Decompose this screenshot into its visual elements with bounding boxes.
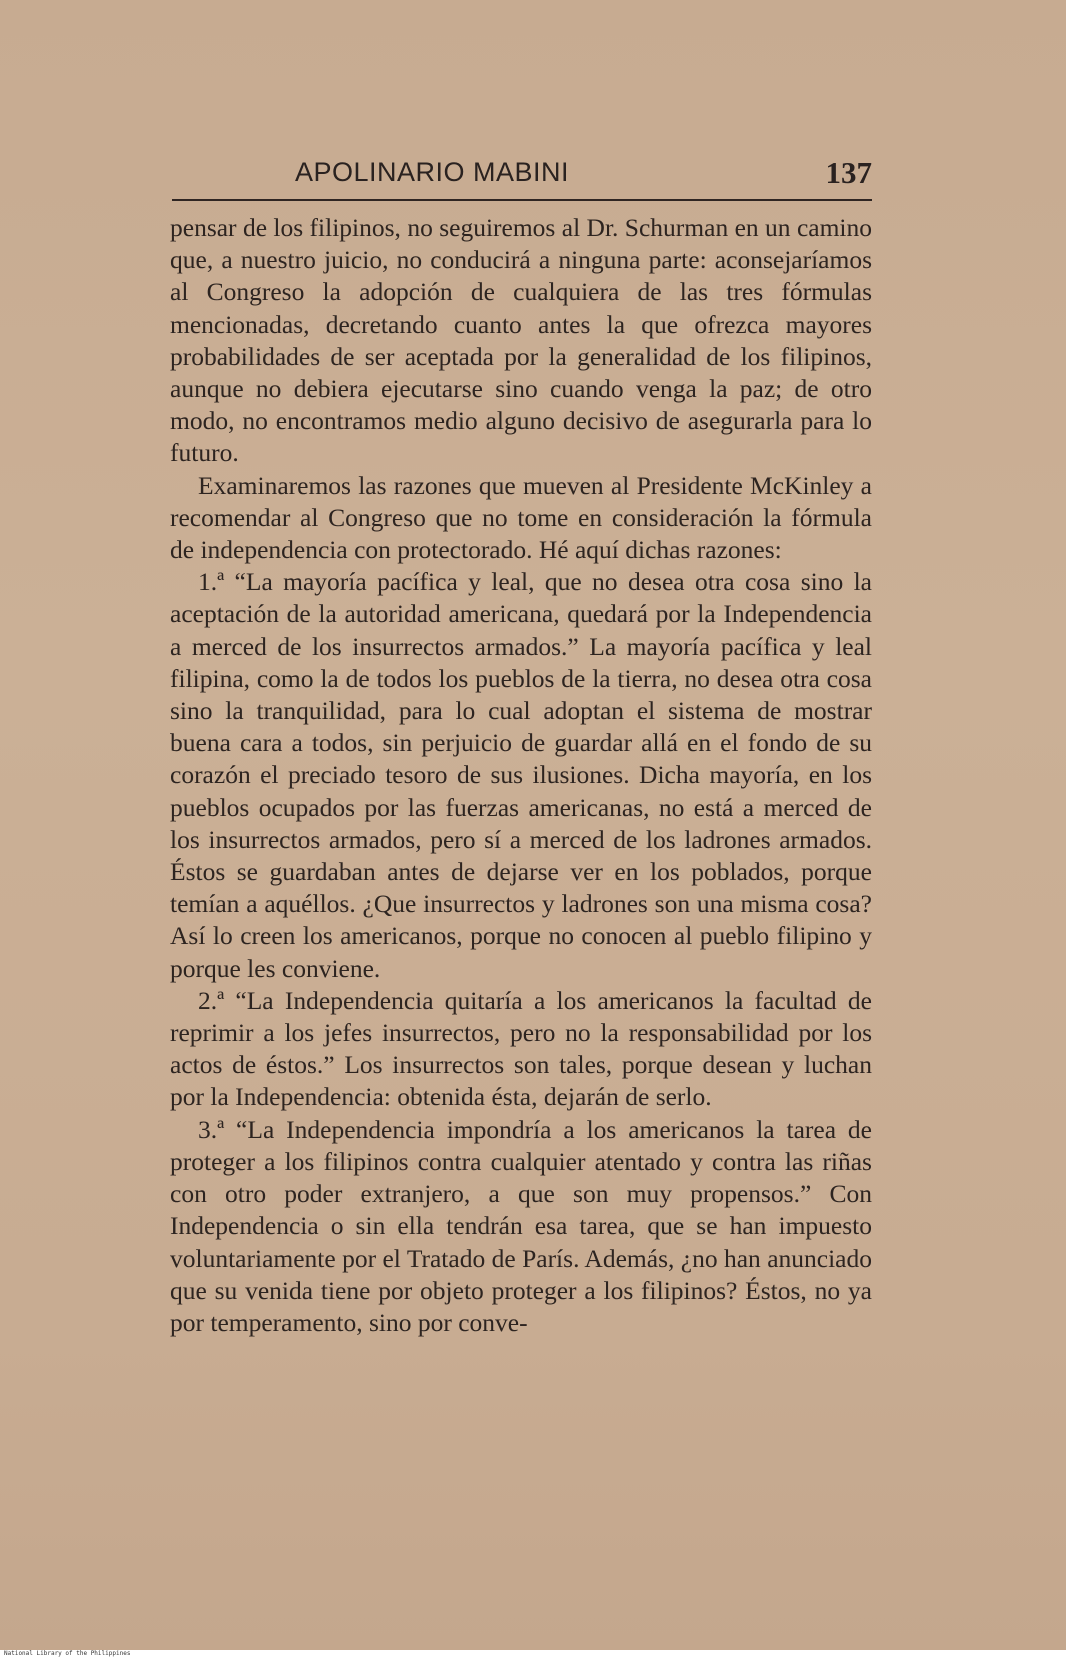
header-rule [172,199,872,201]
page-number: 137 [825,155,872,190]
paragraph: 3.ª “La Independencia impondría a los americanos la tarea de proteger a los filipinos contra cualquier atentado y contra las riñas con otro poder extranjero, a que son muy propensos.” Con Independencia o sin ella tendrán esa tarea, que se han impuesto voluntariamente por el Tratado de París. Además, ¿no han anunciado que su venida tiene por objeto proteger a los filipinos? Éstos, no ya por temperamento, sino por conve- [170,1114,872,1337]
paragraph: 2.ª “La Independencia quitaría a los americanos la facultad de reprimir a los jefes insurrectos, pero no la responsabilidad por los actos de éstos.” Los insurrectos son tales, porque desean y luchan por la Independencia: obtenida ésta, dejarán de serlo. [170,985,872,1112]
paragraph: Examinaremos las razones que mueven al Presidente McKinley a recomendar al Congreso que no tome en consideración la fórmula de independencia con protectorado. Hé aquí dichas razones: [170,470,872,565]
body-text [170,212,872,1339]
running-header [172,155,872,195]
paragraph: 1.ª “La mayoría pacífica y leal, que no desea otra cosa sino la aceptación de la autoridad americana, quedará por la Independencia a merced de los insurrectos armados.” La mayoría pacífica y leal filipina, como la de todos los pueblos de la tierra, no desea otra cosa sino la tranquilidad, para lo cual adoptan el sistema de mostrar buena cara a todos, sin perjuicio de guardar allá en el fondo de su corazón el preciado tesoro de sus ilusiones. Dicha mayoría, en los pueblos ocupados por las fuerzas americanas, no está a merced de los insurrectos armados, pero sí a merced de los ladrones armados. Éstos se guardaban antes de dejarse ver en los poblados, porque temían a aquéllos. ¿Que insurrectos y ladrones son una misma cosa? Así lo creen los americanos, porque no conocen al pueblo filipino y porque les conviene. [170,567,872,983]
scan-bottom-strip [0,1650,1066,1658]
running-header-title: APOLINARIO MABINI [294,157,570,187]
paragraph: pensar de los filipinos, no seguiremos al Dr. Schurman en un camino que, a nuestro juicio, no conducirá a ninguna parte: aconsejaríamos al Congreso la adopción de cualquiera de las tres fórmulas mencionadas, decretando cuanto antes la que ofrezca mayores probabilidades de ser aceptada por la generalidad de los filipinos, aunque no debiera ejecutarse sino cuando venga la paz; de otro modo, no encontramos medio alguno decisivo de asegurarla para lo futuro. [170,213,872,468]
footer-credit: National Library of the Philippines [4,1650,131,1657]
